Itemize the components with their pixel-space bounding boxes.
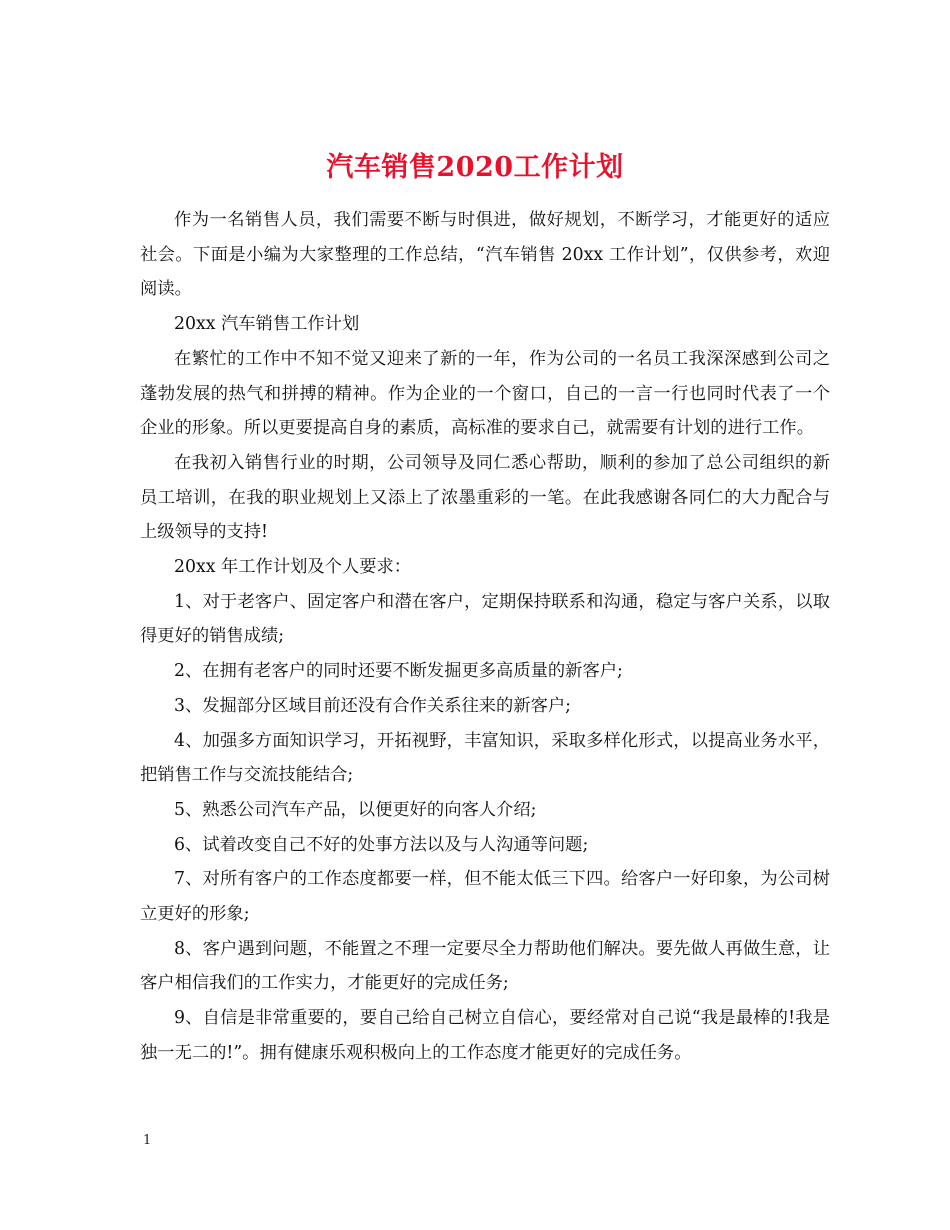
list-item-6: 6、试着改变自己不好的处事方法以及与人沟通等问题; xyxy=(174,834,589,855)
list-item-9: 9、自信是非常重要的，要自己给自己树立自信心，要经常对自己说“我是最棒的!我是独一无二的!”。拥有健康乐观积极向上的工作态度才能更好的完成任务。 xyxy=(140,1008,830,1063)
list-item-4: 4、加强多方面知识学习，开拓视野，丰富知识，采取多样化形式，以提高业务水平，把销售工作与交流技能结合; xyxy=(140,730,830,786)
document-title: 汽车销售2020工作计划 xyxy=(326,152,624,184)
paragraph-training: 在我初入销售行业的时期，公司领导及同仁悉心帮助，顺利的参加了总公司组织的新员工培训，在我的职业规划上又添上了浓墨重彩的一笔。在此我感谢各同仁的大力配合与上级领导的支持! xyxy=(140,452,830,543)
document-body xyxy=(140,203,830,1071)
list-item-8: 8、客户遇到问题，不能置之不理一定要尽全力帮助他们解决。要先做人再做生意，让客户相信我们的工作实力，才能更好的完成任务; xyxy=(140,938,830,994)
list-item-3: 3、发掘部分区域目前还没有合作关系往来的新客户; xyxy=(174,695,572,716)
paragraph-intro: 作为一名销售人员，我们需要不断与时俱进，做好规划，不断学习，才能更好的适应社会。下面是小编为大家整理的工作总结，“汽车销售 20xx 工作计划”，仅供参考，欢迎阅读。 xyxy=(140,210,830,300)
paragraph-plan-heading: 20xx 年工作计划及个人要求： xyxy=(174,557,412,578)
paragraph-subtitle: 20xx 汽车销售工作计划 xyxy=(174,314,360,335)
paragraph-new-year: 在繁忙的工作中不知不觉又迎来了新的一年，作为公司的一名员工我深深感到公司之蓬勃发展的热气和拼搏的精神。作为企业的一个窗口，自己的一言一行也同时代表了一个企业的形象。所以更要提高自身的素质，高标准的要求自己，就需要有计划的进行工作。 xyxy=(140,348,830,439)
list-item-7: 7、对所有客户的工作态度都要一样，但不能太低三下四。给客户一好印象，为公司树立更好的形象; xyxy=(140,869,830,925)
page-number: 1 xyxy=(143,1133,152,1148)
list-item-1: 1、对于老客户、固定客户和潜在客户，定期保持联系和沟通，稳定与客户关系，以取得更好的销售成绩; xyxy=(140,591,830,647)
list-item-2: 2、在拥有老客户的同时还要不断发掘更多高质量的新客户; xyxy=(174,661,623,682)
list-item-5: 5、熟悉公司汽车产品，以便更好的向客人介绍; xyxy=(174,799,537,820)
